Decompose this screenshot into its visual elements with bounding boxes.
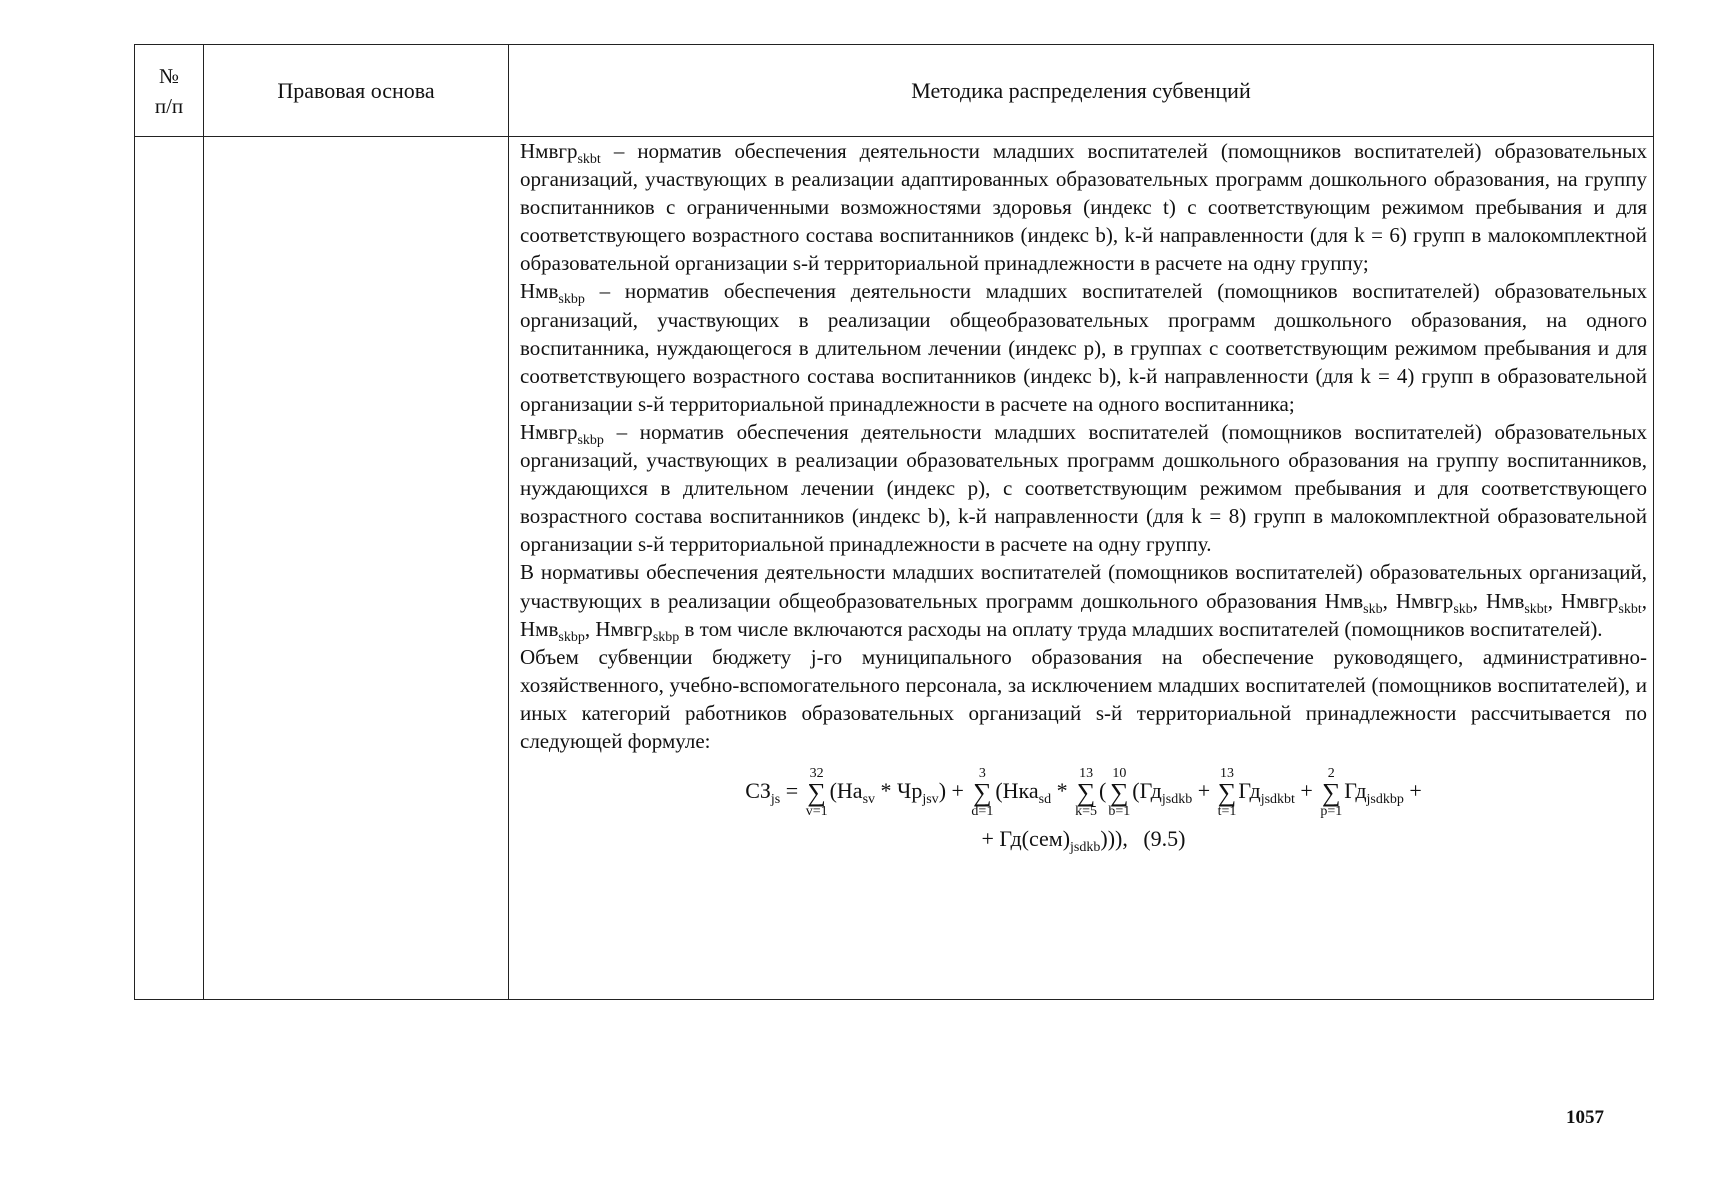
formula-operator: ))), [1100, 826, 1128, 852]
formula-subscript: sd [1038, 792, 1052, 808]
sum-upper-limit: 2 [1327, 766, 1335, 782]
formula-term: Гд [1344, 778, 1367, 804]
summation-icon: 13 ∑ k=5 [1075, 766, 1098, 820]
formula-term: + Гд(сем) [981, 826, 1071, 852]
sum-upper-limit: 13 [1220, 766, 1235, 782]
sum-lower-limit: k=5 [1075, 804, 1098, 820]
symbol: Нмвгр [1560, 588, 1619, 613]
formula-term: (Гд [1132, 778, 1162, 804]
formula-operator: ) + [938, 778, 970, 804]
symbol: Нмв [520, 279, 559, 304]
formula-subscript: jsdkb [1161, 792, 1193, 808]
symbol-subscript: skbp [577, 432, 604, 448]
sum-upper-limit: 32 [809, 766, 824, 782]
header-number-symbol: № [158, 63, 180, 88]
paragraph-text: – норматив обеспечения деятельности младших воспитателей (помощников воспитателей) образовательных организаций, участвующих в реализации адаптированных образовательных программ дошкольного образования, на группу воспитанников с ограниченными возможностями здоровья (индекс t) с соответствующим режимом пребывания и для соответствующего возрастного состава воспитанников (индекс b), k-й направленности (для k = 6) групп в малокомплектной образовательной организации s-й территориальной принадлежности в расчете на одну группу; [520, 139, 1647, 276]
formula-term: (Нка [995, 778, 1039, 804]
symbol: Нмвгр [520, 139, 578, 163]
sum-upper-limit: 13 [1079, 766, 1094, 782]
summation-icon: 10 ∑ b=1 [1108, 766, 1131, 820]
separator: , [584, 616, 596, 641]
formula-subscript: jsdkb [1070, 840, 1101, 856]
formula-number: (9.5) [1143, 826, 1186, 852]
symbol: Нмв [1485, 588, 1525, 613]
formula-operator: + [1192, 778, 1216, 804]
symbol: Нмвгр [1395, 588, 1454, 613]
symbol-subscript: skbt [1618, 601, 1642, 617]
summation-icon: 13 ∑ t=1 [1217, 766, 1237, 820]
paragraph-2 [520, 277, 1647, 417]
separator: , [1547, 588, 1561, 613]
methodology-table [134, 44, 1654, 1000]
formula-term: (На [829, 778, 863, 804]
formula-subscript: jsv [922, 792, 939, 808]
paragraph-text: в том числе включаются расходы на оплату труда младших воспитателей (помощников воспитателей). [679, 616, 1603, 641]
formula-operator: = [780, 778, 804, 804]
methodology-cell [520, 137, 1647, 856]
sum-lower-limit: d=1 [971, 804, 994, 820]
formula-subscript: jsdkbp [1366, 792, 1404, 808]
formula-9-5 [520, 766, 1647, 856]
sum-lower-limit: p=1 [1320, 804, 1343, 820]
header-methodology [509, 45, 1653, 136]
sum-lower-limit: b=1 [1108, 804, 1131, 820]
summation-icon: 2 ∑ p=1 [1320, 766, 1343, 820]
separator: , [1472, 588, 1486, 613]
header-number-cell [135, 45, 203, 136]
formula-operator: + [1403, 778, 1422, 804]
paragraph-text: – норматив обеспечения деятельности младших воспитателей (помощников воспитателей) образовательных организаций, участвующих в реализации образовательных программ дошкольного образования на группу воспитанников, нуждающихся в длительном лечении (индекс p), с соответствующим режимом пребывания и для соответствующего возрастного состава воспитанников (индекс b), k-й направленности (для k = 8) групп в малокомплектной образовательной организации s-й территориальной принадлежности в расчете на одну группу. [520, 419, 1647, 557]
symbol-subscript: skb [1453, 601, 1473, 617]
separator: , [1641, 588, 1647, 613]
formula-operator: + [1294, 778, 1319, 804]
summation-icon: 3 ∑ d=1 [971, 766, 994, 820]
formula-line-1: $СЗ_{js}$ = 32 ∑ v=1 $(На_{sv} * Чр_{jsv})$ + 3 ∑ d=1 (Нка$_{sd}$ * 13 ∑ k=5 ( 10 ∑ b=1 ($Гд_{jsdkb}$ + 13 ∑ t=1 $Гд_{jsdkbt}$ + 2 ∑ p=1 $Гд_{jsdkbp}$ + [745, 766, 1422, 820]
symbol-subscript: skbp [558, 292, 585, 308]
symbol: Нмвгр [520, 419, 578, 444]
symbol-subscript: skbp [652, 629, 680, 645]
formula-operator: * [1051, 778, 1074, 804]
sum-lower-limit: t=1 [1217, 804, 1237, 820]
symbol-subscript: skbt [577, 152, 601, 167]
column-divider [508, 45, 509, 999]
symbol: Нмв [520, 616, 559, 641]
symbol: Нмвгр [595, 616, 653, 641]
formula-term: Гд [1238, 778, 1261, 804]
formula-term: СЗ [745, 778, 771, 804]
symbol: Нмв [1324, 588, 1364, 613]
symbol-subscript: skbt [1524, 601, 1548, 617]
paragraph-1 [520, 137, 1647, 277]
header-number-abbrev: п/п [154, 93, 184, 118]
formula-subscript: sv [862, 792, 876, 808]
sum-upper-limit: 10 [1112, 766, 1127, 782]
paragraph-text: – норматив обеспечения деятельности младших воспитателей (помощников воспитателей) образовательных организаций, участвующих в реализации общеобразовательных программ дошкольного образования, на одного воспитанника, нуждающегося в длительном лечении (индекс p), в группах с соответствующим режимом пребывания и для соответствующего возрастного состава воспитанников (индекс b), k-й направленности (для k = 4) групп в образовательной организации s-й территориальной принадлежности в расчете на одного воспитанника; [520, 279, 1647, 416]
column-divider [203, 45, 204, 999]
header-legal-basis [204, 45, 508, 136]
sum-upper-limit: 3 [978, 766, 986, 782]
formula-term: * Чр [875, 778, 923, 804]
symbol-subscript: skbp [558, 629, 585, 645]
summation-icon: 32 ∑ v=1 [805, 766, 828, 820]
sum-lower-limit: v=1 [805, 804, 828, 820]
formula-subscript: js [770, 792, 781, 808]
paragraph-3 [520, 418, 1647, 558]
paragraph-4 [520, 558, 1647, 645]
paragraph-5 [520, 643, 1647, 755]
header-legal-basis-label: Правовая основа [277, 77, 435, 103]
header-methodology-label: Методика распределения субвенций [911, 77, 1251, 103]
formula-line-2 [520, 825, 1647, 856]
symbol-subscript: skb [1363, 601, 1383, 617]
paragraph-text: В нормативы обеспечения деятельности младших воспитателей (помощников воспитателей) образовательных организаций, участвующих в реализации общеобразовательных программ дошкольного образования [520, 560, 1647, 613]
formula-subscript: jsdkbt [1260, 792, 1295, 808]
paragraph-text: Объем субвенции бюджету j-го муниципального образования на обеспечение руководящего, административно-хозяйственного, учебно-вспомогательного персонала, за исключением младших воспитателей (помощников воспитателей), и иных категорий работников образовательных организаций s-й территориальной принадлежности рассчитывается по следующей формуле: [520, 644, 1647, 753]
separator: , [1382, 588, 1396, 613]
page-number: 1057 [1566, 1107, 1604, 1128]
